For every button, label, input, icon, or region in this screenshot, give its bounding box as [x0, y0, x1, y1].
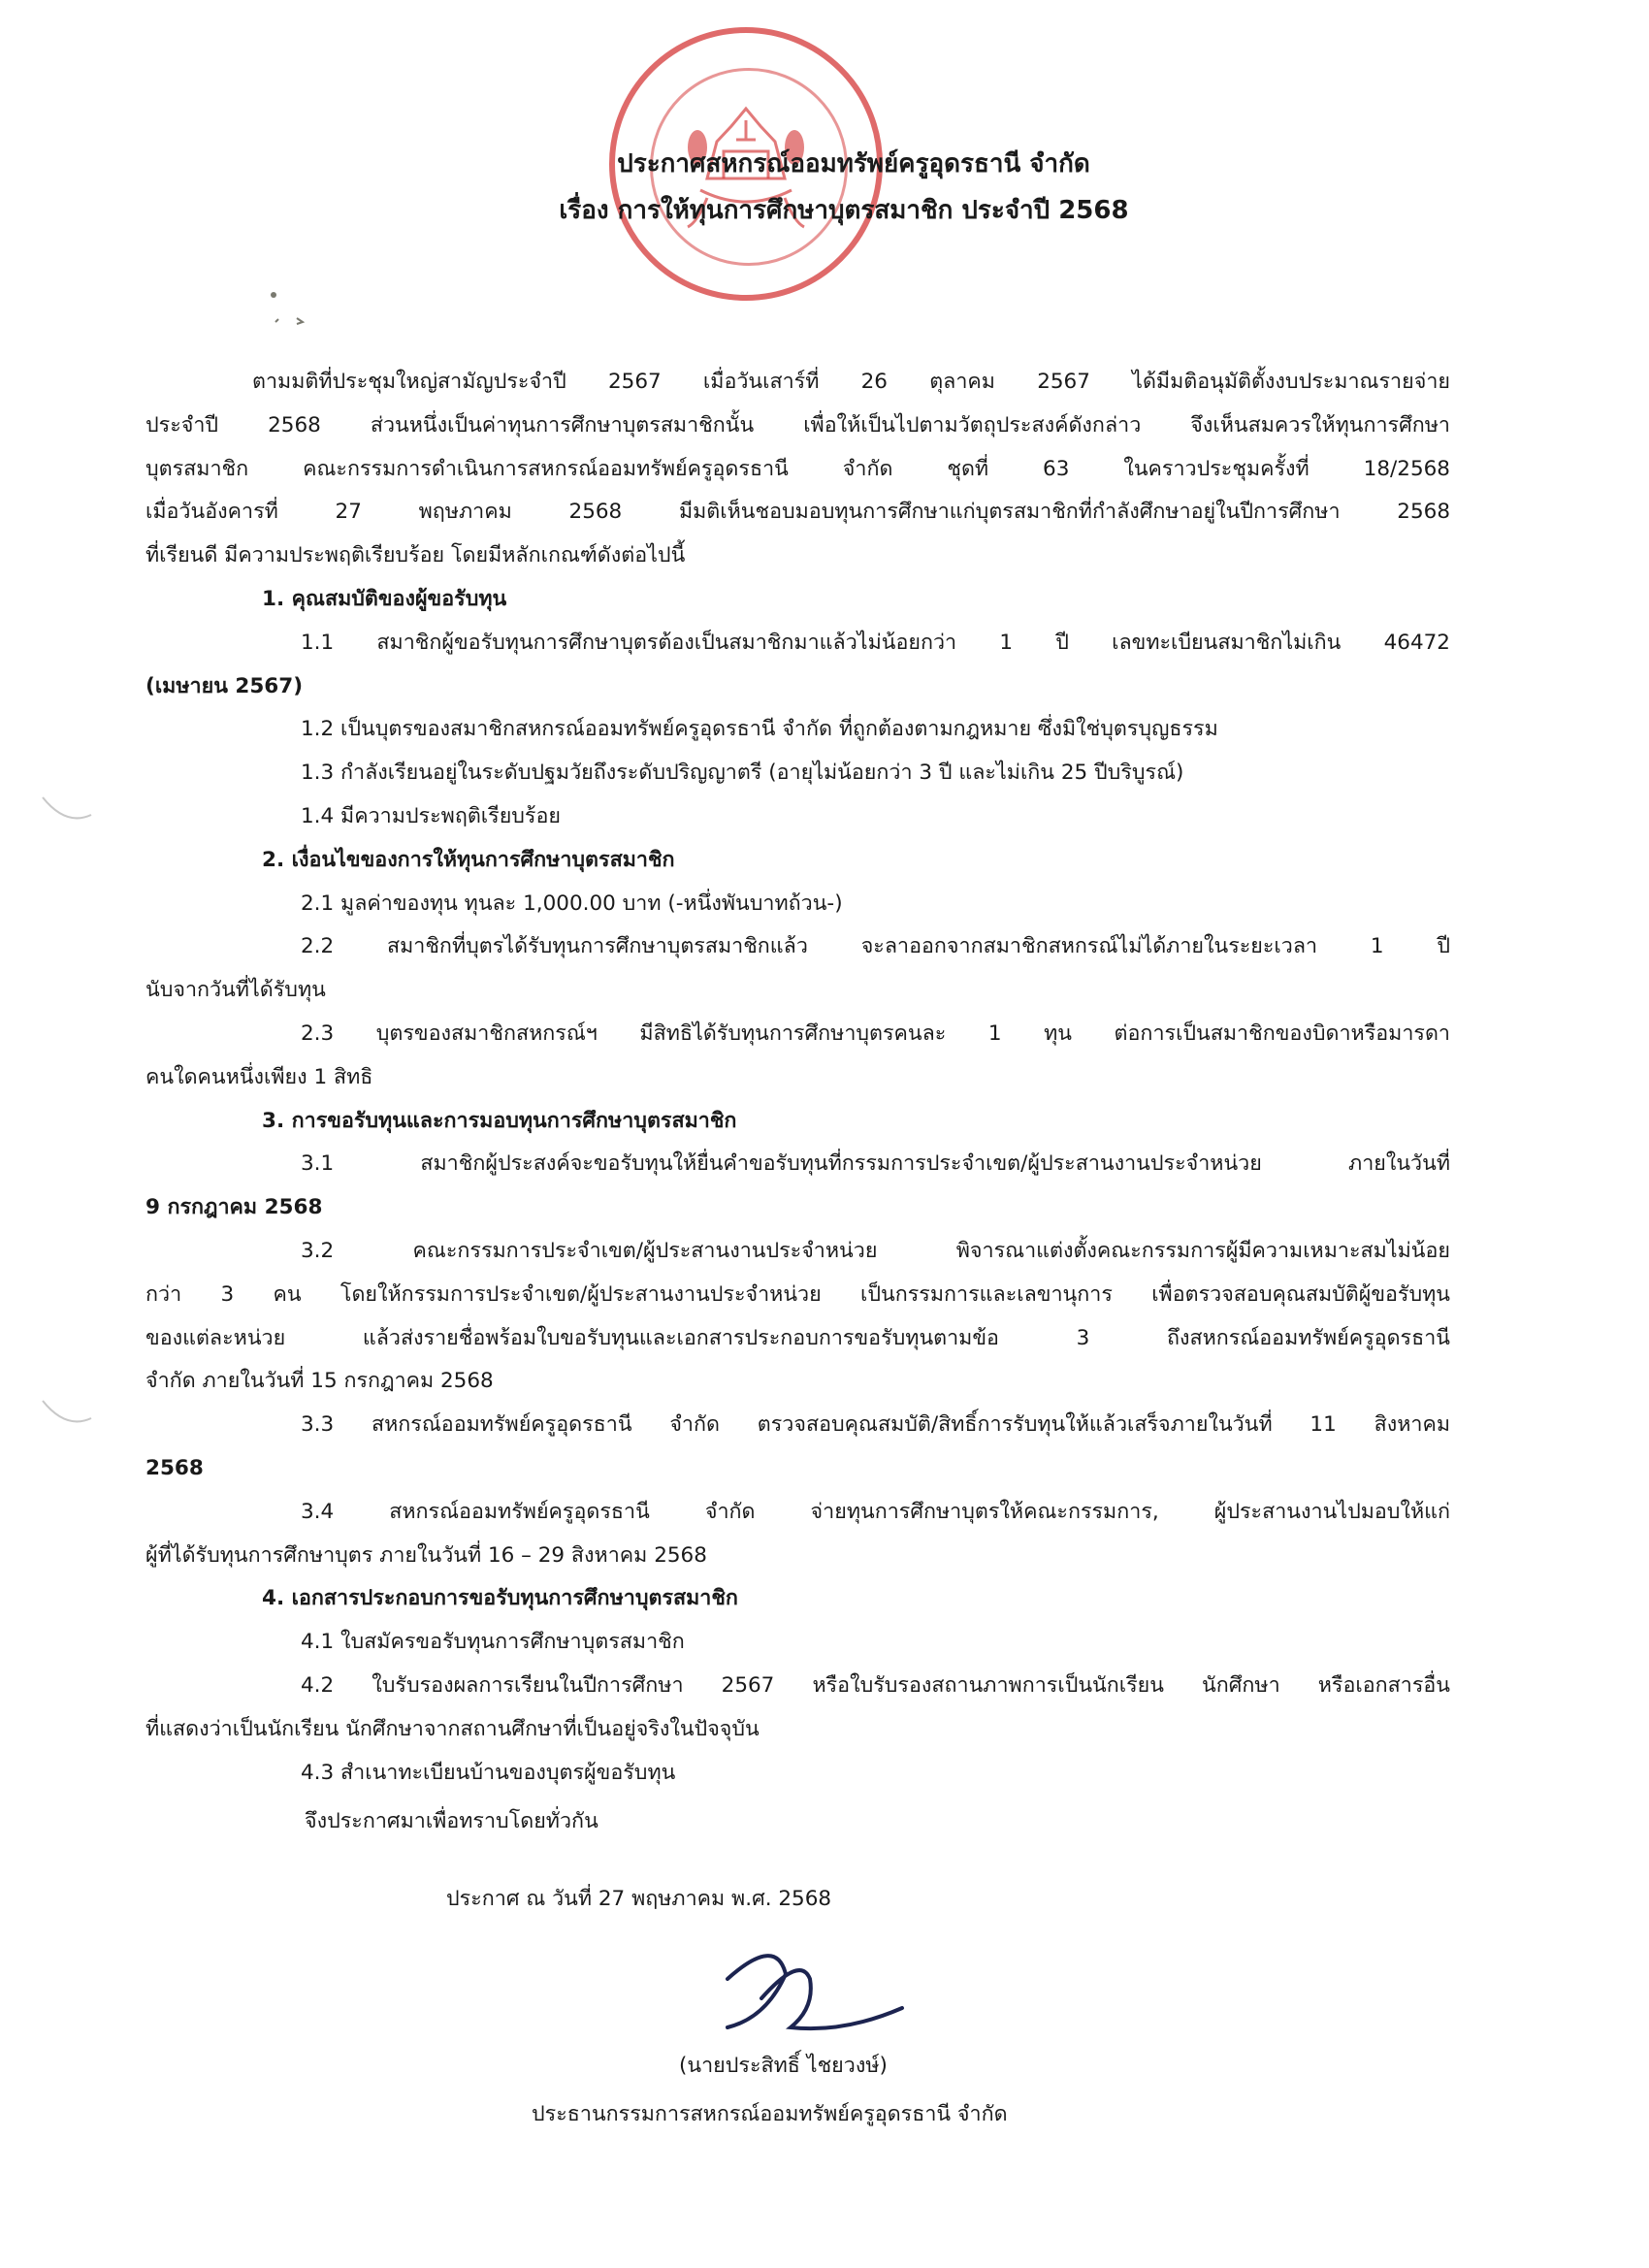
- section-heading: 1. คุณสมบัติของผู้ขอรับทุน: [262, 586, 507, 611]
- item-line: 4.3 สำเนาทะเบียนบ้านของบุตรผู้ขอรับทุน: [301, 1760, 676, 1785]
- item-line: 4.1 ใบสมัครขอรับทุนการศึกษาบุตรสมาชิก: [301, 1630, 685, 1655]
- section-heading: 4. เอกสารประกอบการขอรับทุนการศึกษาบุตรสมาชิก: [262, 1586, 738, 1611]
- document-subject: เรื่อง การให้ทุนการศึกษาบุตรสมาชิก ประจำปี 2568: [559, 196, 1129, 225]
- punch-hole-mark: [39, 1397, 95, 1430]
- signature: [708, 1940, 912, 2047]
- item-line: 2.2 สมาชิกที่บุตรได้รับทุนการศึกษาบุตรสมาชิกแล้ว จะลาออกจากสมาชิกสหกรณ์ไม่ได้ภายในระยะเวลา 1 ปี: [301, 934, 1450, 959]
- signer-position: ประธานกรรมการสหกรณ์ออมทรัพย์ครูอุดรธานี จำกัด: [532, 2102, 1008, 2126]
- item-line: 1.2 เป็นบุตรของสมาชิกสหกรณ์ออมทรัพย์ครูอุดรธานี จำกัด ที่ถูกต้องตามกฎหมาย ซึ่งมิใช่บุตรบุญธรรม: [301, 717, 1218, 742]
- item-line: 2.1 มูลค่าของทุน ทุนละ 1,000.00 บาท (-หนึ่งพันบาทถ้วน-): [301, 891, 843, 916]
- item-line: 4.2 ใบรับรองผลการเรียนในปีการศึกษา 2567 หรือใบรับรองสถานภาพการเป็นนักเรียน นักศึกษา หรือเอกสารอื่น: [301, 1672, 1450, 1698]
- item-line: 1.4 มีความประพฤติเรียบร้อย: [301, 803, 561, 828]
- item-line: นับจากวันที่ได้รับทุน: [146, 978, 326, 1003]
- intro-line: ที่เรียนดี มีความประพฤติเรียบร้อย โดยมีหลักเกณฑ์ดังต่อไปนี้: [146, 543, 686, 568]
- announcement-body: [146, 361, 1450, 1795]
- item-line: ที่แสดงว่าเป็นนักเรียน นักศึกษาจากสถานศึกษาที่เป็นอยู่จริงในปัจจุบัน: [146, 1716, 760, 1741]
- item-line: จำกัด ภายในวันที่ 15 กรกฎาคม 2568: [146, 1369, 494, 1394]
- section-heading: 2. เงื่อนไขของการให้ทุนการศึกษาบุตรสมาชิก: [262, 847, 675, 872]
- item-line: 3.1 สมาชิกผู้ประสงค์จะขอรับทุนให้ยื่นคำขอรับทุนที่กรรมการประจำเขต/ผู้ประสานงานประจำหน่วย ภายในวันที่: [301, 1151, 1450, 1177]
- intro-line: ตามมติที่ประชุมใหญ่สามัญประจำปี 2567 เมื่อวันเสาร์ที่ 26 ตุลาคม 2567 ได้มีมติอนุมัติตั้งงบประมาณรายจ่าย: [252, 370, 1450, 394]
- section-heading: 3. การขอรับทุนและการมอบทุนการศึกษาบุตรสมาชิก: [262, 1108, 737, 1133]
- item-line: 1.1 สมาชิกผู้ขอรับทุนการศึกษาบุตรต้องเป็นสมาชิกมาแล้วไม่น้อยกว่า 1 ปี เลขทะเบียนสมาชิกไม่เกิน 46472: [301, 630, 1450, 655]
- intro-line: ประจำปี 2568 ส่วนหนึ่งเป็นค่าทุนการศึกษาบุตรสมาชิกนั้น เพื่อให้เป็นไปตามวัตถุประสงค์ดังกล่าว จึงเห็นสมควรให้ทุนการศึกษา: [146, 412, 1450, 437]
- item-line: 1.3 กำลังเรียนอยู่ในระดับปฐมวัยถึงระดับปริญญาตรี (อายุไม่น้อยกว่า 3 ปี และไม่เกิน 25 ปีบริบูรณ์): [301, 761, 1184, 786]
- signer-name: (นายประสิทธิ์ ไชยวงษ์): [679, 2054, 888, 2078]
- item-line: 2.3 บุตรของสมาชิกสหกรณ์ฯ มีสิทธิได้รับทุนการศึกษาบุตรคนละ 1 ทุน ต่อการเป็นสมาชิกของบิดาหรือมารดา: [301, 1021, 1450, 1046]
- intro-line: บุตรสมาชิก คณะกรรมการดำเนินการสหกรณ์ออมทรัพย์ครูอุดรธานี จำกัด ชุดที่ 63 ในคราวประชุมครั้งที่ 18/2568: [146, 456, 1450, 481]
- closing-notice: จึงประกาศมาเพื่อทราบโดยทั่วกัน: [305, 1809, 598, 1833]
- item-line: 9 กรกฎาคม 2568: [146, 1195, 323, 1220]
- item-line: 3.4 สหกรณ์ออมทรัพย์ครูอุดรธานี จำกัด จ่ายทุนการศึกษาบุตรให้คณะกรรมการ, ผู้ประสานงานไปมอบให้แก่: [301, 1499, 1450, 1524]
- item-line: 2568: [146, 1455, 204, 1480]
- item-line: คนใดคนหนึ่งเพียง 1 สิทธิ: [146, 1064, 373, 1089]
- document-title: ประกาศสหกรณ์ออมทรัพย์ครูอุดรธานี จำกัด: [617, 149, 1090, 178]
- item-line: (เมษายน 2567): [146, 673, 304, 698]
- intro-line: เมื่อวันอังคารที่ 27 พฤษภาคม 2568 มีมติเห็นชอบมอบทุนการศึกษาแก่บุตรสมาชิกที่กำลังศึกษาอยู่ในปีการศึกษา 2568: [146, 500, 1450, 525]
- item-line: กว่า 3 คน โดยให้กรรมการประจำเขต/ผู้ประสานงานประจำหน่วย เป็นกรรมการและเลขานุการ เพื่อตรวจสอบคุณสมบัติผู้ขอรับทุน: [146, 1281, 1450, 1307]
- scan-specks: [268, 289, 326, 338]
- announcement-date: ประกาศ ณ วันที่ 27 พฤษภาคม พ.ศ. 2568: [446, 1887, 832, 1911]
- item-line: ของแต่ละหน่วย แล้วส่งรายชื่อพร้อมใบขอรับทุนและเอกสารประกอบการขอรับทุนตามข้อ 3 ถึงสหกรณ์ออมทรัพย์ครูอุดรธานี: [146, 1325, 1450, 1350]
- item-line: 3.3 สหกรณ์ออมทรัพย์ครูอุดรธานี จำกัด ตรวจสอบคุณสมบัติ/สิทธิ์การรับทุนให้แล้วเสร็จภายในวันที่ 11 สิงหาคม: [301, 1412, 1450, 1438]
- item-line: 3.2 คณะกรรมการประจำเขต/ผู้ประสานงานประจำหน่วย พิจารณาแต่งตั้งคณะกรรมการผู้มีความเหมาะสมไม่น้อย: [301, 1238, 1450, 1263]
- item-line: ผู้ที่ได้รับทุนการศึกษาบุตร ภายในวันที่ 16 – 29 สิงหาคม 2568: [146, 1542, 707, 1568]
- punch-hole-mark: [39, 794, 95, 826]
